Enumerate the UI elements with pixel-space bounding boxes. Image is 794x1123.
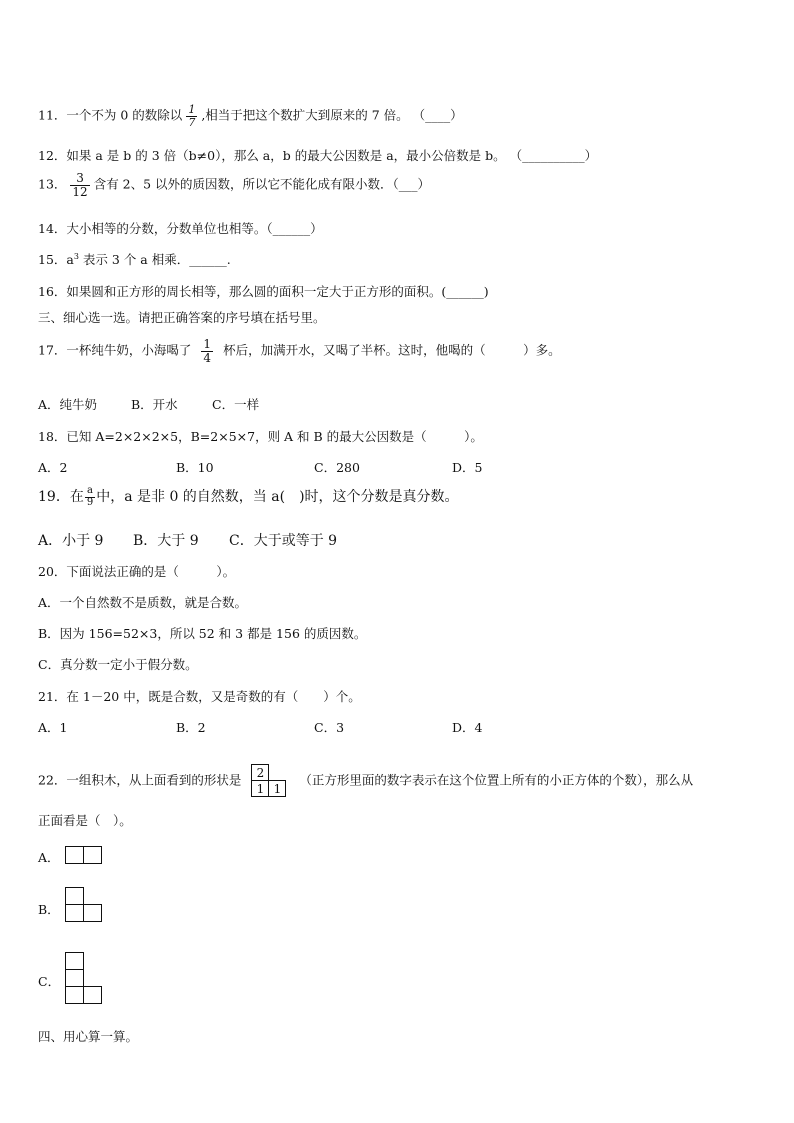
q22-top-view-grid xyxy=(251,764,289,798)
q20-option-a[interactable]: A．一个自然数不是质数，就是合数。 xyxy=(38,595,248,610)
question-22 xyxy=(38,764,693,798)
q21-option-d[interactable]: D．4 xyxy=(452,720,483,735)
q21-option-b[interactable]: B．2 xyxy=(176,720,206,735)
question-20: 20．下面说法正确的是（ ）。 xyxy=(38,564,236,579)
q22-grid-cell-bottom-right: 1 xyxy=(268,780,286,797)
q11-fraction: $\frac{1}{7}$ xyxy=(188,103,196,129)
shape-cell xyxy=(83,986,102,1004)
q20-option-b[interactable]: B．因为 156=52×3，所以 52 和 3 都是 156 的质因数。 xyxy=(38,626,367,641)
question-17 xyxy=(38,338,561,364)
question-21: 21．在 1－20 中，既是合数，又是奇数的有（ ）个。 xyxy=(38,689,361,704)
q18-option-a[interactable]: A．2 xyxy=(38,460,68,475)
shape-cell xyxy=(65,952,84,970)
q19-text-pre: 19．在 xyxy=(38,489,84,505)
q17-option-c[interactable]: C．一样 xyxy=(212,397,260,412)
question-19 xyxy=(38,486,459,508)
q17-text-post: 杯后，加满开水，又喝了半杯。这时，他喝的（ ）多。 xyxy=(223,342,561,358)
q19-option-c[interactable]: C．大于或等于 9 xyxy=(229,533,338,549)
q17-option-b[interactable]: B．开水 xyxy=(131,397,178,412)
q17-text-pre: 17．一杯纯牛奶，小海喝了 xyxy=(38,342,192,358)
q22-option-c-label[interactable]: C． xyxy=(38,974,61,989)
q13-text-pre: 13． xyxy=(38,176,67,192)
q11-text-post: ,相当于把这个数扩大到原来的 7 倍。 （____） xyxy=(201,107,463,123)
shape-cell xyxy=(65,846,84,864)
q17-option-a[interactable]: A．纯牛奶 xyxy=(38,397,98,412)
shape-cell xyxy=(65,904,84,922)
shape-cell xyxy=(65,887,84,905)
question-16: 16．如果圆和正方形的周长相等，那么圆的面积一定大于正方形的面积。(______) xyxy=(38,284,489,299)
question-15 xyxy=(38,250,231,268)
q17-fraction: $\frac{1}{4}$ xyxy=(203,337,212,365)
question-11 xyxy=(38,104,463,128)
q21-options xyxy=(38,718,482,736)
q22-line2: 正面看是（ ）。 xyxy=(38,813,132,828)
q11-text-pre: 11．一个不为 0 的数除以 xyxy=(38,107,183,123)
q13-fraction: $\frac{3}{12}$ xyxy=(72,171,88,199)
q20-option-c[interactable]: C．真分数一定小于假分数。 xyxy=(38,657,198,672)
section-3-heading: 三、细心选一选。请把正确答案的序号填在括号里。 xyxy=(38,310,326,325)
section-4-heading: 四、用心算一算。 xyxy=(38,1029,139,1044)
q21-option-c[interactable]: C．3 xyxy=(314,720,345,735)
q22-grid-cell-top: 2 xyxy=(251,764,269,781)
q22-text-pre: 22．一组积木，从上面看到的形状是 xyxy=(38,772,242,788)
q22-text-post: （正方形里面的数字表示在这个位置上所有的小正方体的个数），那么从 xyxy=(299,772,694,788)
q22-grid-cell-bottom-left: 1 xyxy=(251,780,269,797)
q19-options xyxy=(38,530,337,550)
shape-cell xyxy=(83,904,102,922)
shape-cell xyxy=(83,846,102,864)
q18-option-d[interactable]: D．5 xyxy=(452,460,483,475)
question-14: 14．大小相等的分数，分数单位也相等。（______） xyxy=(38,221,323,236)
q18-options xyxy=(38,458,482,476)
q19-fraction: $\frac{a}{9}$ xyxy=(86,485,94,508)
question-13 xyxy=(38,172,430,198)
q22-option-a-label[interactable]: A． xyxy=(38,850,60,865)
q22-option-b-label[interactable]: B． xyxy=(38,902,60,917)
q15-text-post: 表示 3 个 a 相乘．______. xyxy=(78,252,231,267)
question-18: 18．已知 A=2×2×2×5，B=2×5×7，则 A 和 B 的最大公因数是（ ）。 xyxy=(38,429,483,444)
question-12: 12．如果 a 是 b 的 3 倍（b≠0），那么 a，b 的最大公因数是 a，最小公倍数是 b。 （__________） xyxy=(38,148,598,163)
q19-text-post: 中，a 是非 0 的自然数，当 a( )时，这个分数是真分数。 xyxy=(96,489,459,505)
q19-option-a[interactable]: A．小于 9 xyxy=(38,533,104,549)
shape-cell xyxy=(65,986,84,1004)
q15-text-pre: 15．a xyxy=(38,252,74,267)
q17-options xyxy=(38,395,259,413)
q15-exponent: 3 xyxy=(73,251,79,261)
shape-cell xyxy=(65,969,84,987)
q21-option-a[interactable]: A．1 xyxy=(38,720,68,735)
q18-option-c[interactable]: C．280 xyxy=(314,460,360,475)
q13-text-post: 含有 2、5 以外的质因数，所以它不能化成有限小数．（___） xyxy=(93,176,431,192)
q18-option-b[interactable]: B．10 xyxy=(176,460,214,475)
q19-option-b[interactable]: B．大于 9 xyxy=(133,533,199,549)
